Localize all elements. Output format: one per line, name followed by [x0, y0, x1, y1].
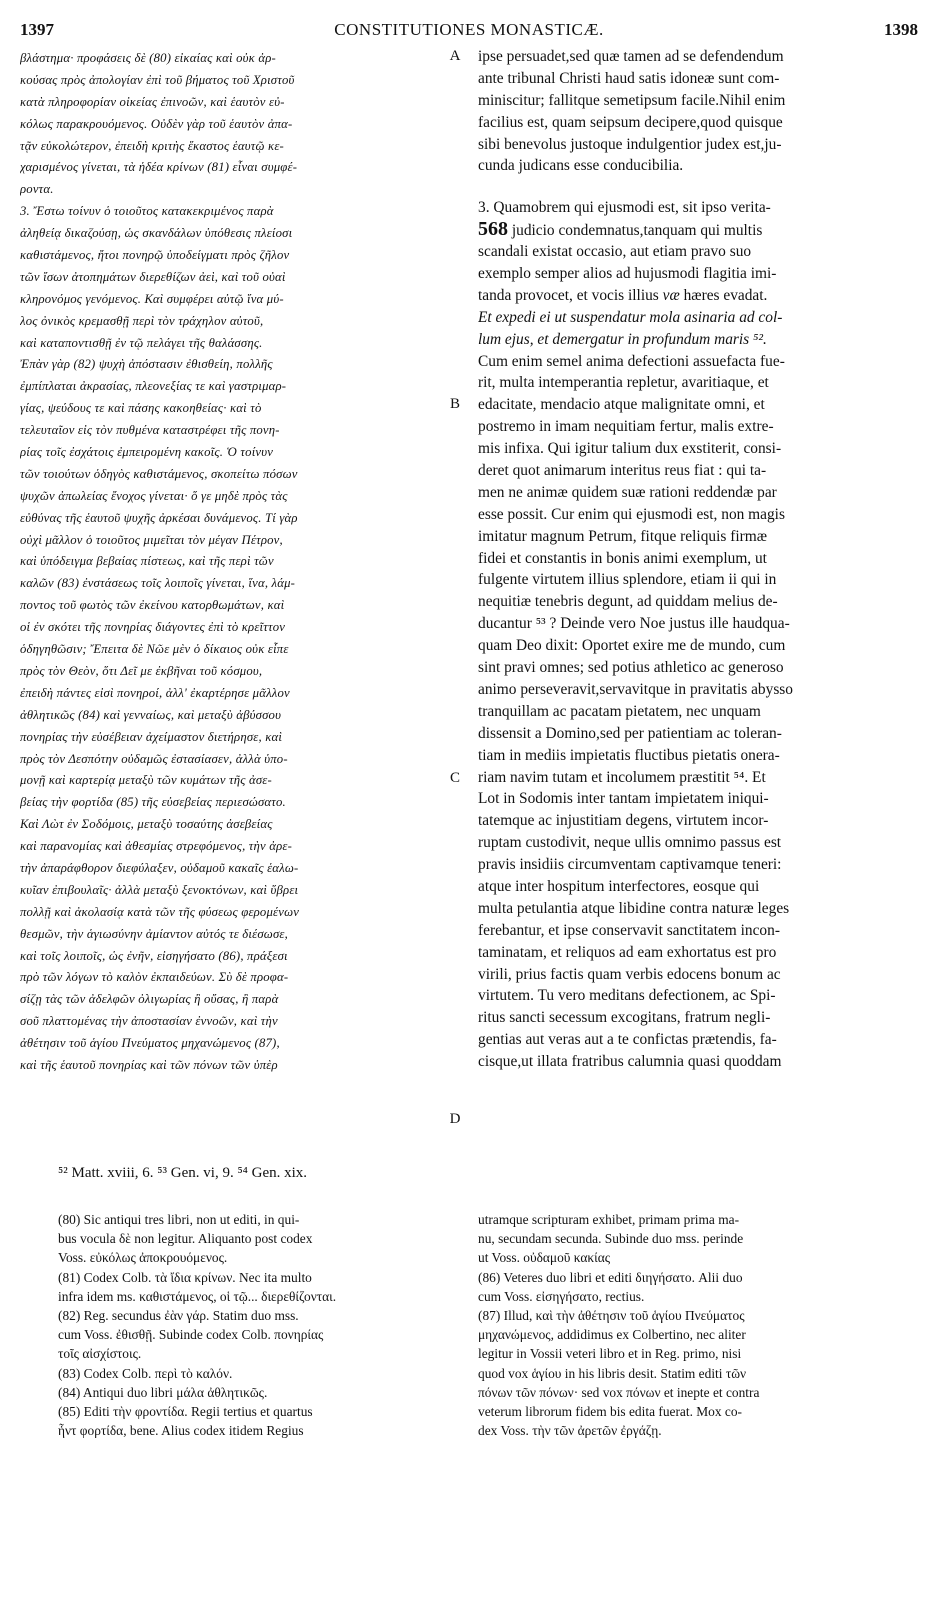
greek-line: χαρισμένος γίνεται, τὰ ἡδέα κρίνων (81) εἶναι συμφέ- — [20, 160, 298, 175]
latin-line: tatemque ac injustitiam degens, virtutem incor- — [478, 812, 769, 830]
latin-line: sint pravi omnes; sed potius athletico ac generoso — [478, 659, 784, 677]
greek-line: κόλως παρακρουόμενος. Οὐδὲν γὰρ τοῦ ἑαυτὸν ἀπα- — [20, 116, 293, 131]
latin-line: facilius est, quam seipsum decipere,quod quisque — [478, 113, 783, 131]
greek-line: ἀθέτησιν τοῦ ἁγίου Πνεύματος μηχανώμενος (87), — [20, 1036, 280, 1051]
footnote-line: τοῖς αἰσχίστοις. — [58, 1346, 142, 1362]
footnote-line: cum Voss. ἐθισθῇ. Subinde codex Colb. πονηρίας — [58, 1327, 324, 1343]
greek-line: καὶ ὑπόδειγμα βεβαίας πίστεως, καὶ τῆς περὶ τῶν — [20, 554, 274, 569]
greek-line: λος ὀνικὸς κρεμασθῇ περὶ τὸν τράχηλον αὐτοῦ, — [20, 313, 264, 328]
paragraph-gap — [478, 177, 920, 197]
latin-italic-word: væ — [662, 286, 680, 304]
footnote-line: (86) Veteres duo libri et editi διηγήσατο. Alii duo — [478, 1269, 743, 1285]
greek-line: καθιστάμενος, ἤτοι πονηρῷ ὑποδείγματι πρὸς ζῆλον — [20, 248, 290, 263]
latin-line: atque inter hospitum interfectores, eosque qui — [478, 877, 760, 895]
footnote-line: (87) Illud, καὶ τὴν ἀθέτησιν τοῦ ἁγίου Πνεύματος — [478, 1307, 745, 1323]
latin-italic-line: Et expedi ei ut suspendatur mola asinaria ad col- — [478, 308, 783, 326]
latin-line: pravis insidiis circumventam captivamque teneri: — [478, 856, 782, 874]
greek-line: θεσμῶν, τὴν ἁγιωσύνην ἀμίαντον αὐτός τε διέσωσε, — [20, 926, 288, 941]
footnote-line: dex Voss. τὴν τῶν ἀρετῶν ἐργάζῃ. — [478, 1423, 662, 1439]
greek-line: ἐμπίπλαται ἀκρασίας, πλεονεξίας τε καὶ γαστριμαρ- — [20, 379, 287, 394]
footnote-line: infra idem ms. καθιστάμενος, οἱ τῷ... διερεθίζονται. — [58, 1288, 337, 1304]
footnote-line: nu, secundam secunda. Subinde duo mss. perinde — [478, 1231, 744, 1247]
margin-marker-d: D — [449, 1111, 461, 1127]
latin-scripture-quote — [478, 307, 920, 351]
greek-line: Ἐπὰν γὰρ (82) ψυχὴ ἀπόστασιν ἐθισθείη, πολλῆς — [20, 357, 273, 372]
latin-line: riam navim tutam et incolumem præstitit ⁵⁴. Et — [478, 768, 766, 786]
latin-line: deret quot animarum interitus reus fiat : qui ta- — [478, 462, 767, 480]
latin-line: 3. Quamobrem qui ejusmodi est, sit ipso verita- — [478, 199, 771, 217]
greek-line: κατὰ πληροφορίαν οἰκείας ἐπινοῶν, καὶ ἑαυτὸν εὐ- — [20, 94, 285, 109]
footnote-line: legitur in Vossii veteri libro et in Reg. primo, nisi — [478, 1346, 742, 1362]
column-number: 568 — [478, 219, 508, 241]
greek-line: βλάστημα· προφάσεις δὲ (80) εἰκαίας καὶ οὐκ ἀρ- — [20, 51, 276, 65]
running-title: CONSTITUTIONES MONASTICÆ. — [334, 20, 604, 39]
greek-line: καὶ τοῖς λοιποῖς, ὡς ἐνῆν, εἰσηγήσατο (86), πράξεσι — [20, 948, 288, 963]
greek-line: καλῶν (83) ἐνστάσεως τοῖς λοιποῖς γίνεται, ἵνα, λάμ- — [20, 576, 296, 591]
page-number-left: 1397 — [20, 20, 54, 39]
latin-line: sibi benevolus justoque indulgentior judex est,ju- — [478, 135, 782, 153]
latin-line: cunda judicans esse conducibilia. — [478, 157, 684, 175]
latin-line — [478, 285, 920, 307]
greek-line: κυῖαν ἐπιβουλαῖς· ἀλλὰ μεταξὺ ξενοκτόνων, καὶ ὕβρει — [20, 882, 299, 897]
greek-line: τὴν ἀπαράφθορον διεφύλαξεν, οὐδαμοῦ κακαῖς ἑαλω- — [20, 860, 299, 875]
latin-line: edacitate, mendacio atque malignitate omni, et — [478, 396, 765, 414]
scripture-references: ⁵² Matt. xviii, 6. ⁵³ Gen. vi, 9. ⁵⁴ Gen. xix. — [58, 1165, 308, 1181]
greek-line: εὐθύνας τῆς ἑαυτοῦ ψυχῆς ἀρκέσαι δυνάμενος. Τί γὰρ — [20, 510, 298, 525]
greek-line: ποντος τοῦ φωτὸς τῶν ἐκείνου κατορθωμάτων, καὶ — [20, 598, 285, 613]
latin-line: taminatam, et reliquos ad eam exhortatus est pro — [478, 943, 777, 961]
footnote-line: utramque scripturam exhibet, primam prima ma- — [478, 1212, 740, 1227]
footnote-line: πόνων τῶν πόνων· sed vox πόνων et inepte et contra — [478, 1384, 760, 1400]
greek-line: πολλῇ καὶ ἀκολασίᾳ κατὰ τῶν τῆς φύσεως φερομένων — [20, 904, 300, 919]
footnote-line: (81) Codex Colb. τὰ ἴδια κρίνων. Nec ita multo — [58, 1269, 312, 1285]
page-header — [20, 20, 918, 46]
greek-line: τῶν τοιούτων ὁδηγὸς καθιστάμενος, σκοπείτω πόσων — [20, 466, 298, 481]
latin-line: ruptam custodivit, neque ullis omnimo passus est — [478, 834, 782, 852]
greek-line: ἀθλητικῶς (84) καὶ γενναίως, καὶ μεταξὺ ἀβύσσου — [20, 707, 282, 722]
greek-line: μονῇ καὶ καρτερίᾳ μεταξὺ τῶν κυμάτων τῆς ἀσε- — [20, 773, 272, 788]
latin-line: nequitiæ tenebris degunt, ad quiddam melius de- — [478, 593, 778, 611]
greek-line: κούσας πρὸς ἀπολογίαν ἐπὶ τοῦ βήματος τοῦ Χριστοῦ — [20, 72, 295, 87]
greek-line: σίζῃ τὰς τῶν ἀδελφῶν ὀλιγωρίας ἢ οὔσας, ἢ παρὰ — [20, 992, 279, 1007]
greek-text-column — [20, 48, 438, 1077]
greek-line: πρὸς τὸν Δεσπότην οὐδαμῶς ἐστασίασεν, ἀλλὰ ὑπο- — [20, 751, 288, 766]
latin-line: multa petulantia atque libidine contra naturæ leges — [478, 899, 790, 917]
margin-marker-c: C — [449, 770, 460, 786]
latin-line: miniscitur; fallitque semetipsum facile.Nihil enim — [478, 91, 786, 109]
latin-line: exemplo semper alios ad hujusmodi flagitia imi- — [478, 265, 777, 283]
margin-marker-a: A — [449, 48, 461, 64]
greek-line: τᾷν εὐκολώτερον, ἐπειδὴ κριτὴς ἕκαστος ἑαυτῷ κε- — [20, 138, 284, 153]
latin-line: scandali existat occasio, aut etiam pravo suo — [478, 243, 752, 261]
latin-line: gentias aut veras aut a te confictas prætendis, fa- — [478, 1031, 777, 1049]
greek-line: σοῦ πλαττομένας τὴν ἀποστασίαν ἐννοῶν, καὶ τὴν — [20, 1014, 278, 1029]
margin-marker-b: B — [449, 396, 460, 412]
latin-line: esse possit. Cur enim qui ejusmodi est, non magis — [478, 505, 785, 523]
latin-line: ipse persuadet,sed quæ tamen ad se defendendum — [478, 48, 784, 65]
latin-line: ritus sancti secessum excogitans, fratrum negli- — [478, 1009, 771, 1027]
latin-line: Cum enim semel anima defectioni assuefacta fue- — [478, 352, 785, 370]
footnote-line: (80) Sic antiqui tres libri, non ut editi, in qui- — [58, 1212, 300, 1227]
greek-line: πονηρίας τὴν εὐσέβειαν ἀχείμαστον διετήρησε, καὶ — [20, 729, 283, 744]
greek-line: οὐχὶ μᾶλλον ὁ τοιοῦτος μιμεῖται τὸν μέγαν Πέτρον, — [20, 532, 283, 547]
greek-line: ἐπειδὴ πάντες εἰσὶ πονηροί, ἀλλ' ἐκαρτέρησε μᾶλλον — [20, 685, 290, 700]
latin-line: virili, prius factis quam verbis edocens bonum ac — [478, 965, 781, 983]
footnote-line: (82) Reg. secundus ἐὰν γάρ. Statim duo mss. — [58, 1307, 299, 1323]
latin-line: quam Deo dixit: Oportet exire me de mundo, cum — [478, 637, 786, 655]
greek-line: κληρονόμος γενόμενος. Καὶ συμφέρει αὐτῷ ἵνα μύ- — [20, 291, 284, 306]
greek-line: ὁδηγηθῶσιν; Ἔπειτα δὲ Νῶε μὲν ὁ δίκαιος οὐκ εἶπε — [20, 642, 289, 657]
greek-line: γίας, ψεύδους τε καὶ πάσης κακοηθείας· καὶ τὸ — [20, 401, 262, 416]
latin-line: ducantur ⁵³ ? Deinde vero Noe justus ille haudqua- — [478, 615, 790, 633]
greek-line: ροντα. — [20, 182, 54, 197]
latin-line: fulgente virtutem illius splendore, etiam ii qui in — [478, 571, 777, 589]
greek-line: ψυχῶν ἀπωλείας ἔνοχος γίνεται· ὅ γε μηδὲ πρὸς τὰς — [20, 488, 288, 503]
footnote-line: (83) Codex Colb. περὶ τὸ καλόν. — [58, 1365, 233, 1381]
footnote-line: bus vocula δὲ non legitur. Aliquanto post codex — [58, 1231, 313, 1247]
latin-line: fidei et constantis in bonis animi exemplum, ut — [478, 549, 767, 567]
greek-line: τελευταῖον εἰς τὸν πυθμένα καταστρέφει τῆς πονη- — [20, 423, 280, 438]
latin-line: tranquillam ac pacatam pietatem, nec unquam — [478, 702, 761, 720]
footnote-line: (84) Antiqui duo libri μάλα ἀθλητικῶς. — [58, 1384, 268, 1400]
greek-line: καὶ καταποντισθῇ ἐν τῷ πελάγει τῆς θαλάσσης. — [20, 335, 263, 350]
latin-line: mis infixa. Qui igitur talium dux exstiterit, consi- — [478, 440, 782, 458]
latin-line-text: tanda provocet, et vocis illius — [478, 286, 663, 304]
latin-line: rit, multa intemperantia repletur, avaritiaque, et — [478, 374, 769, 392]
latin-line: ferebantur, et ipse conservavit sanctitatem incon- — [478, 921, 780, 939]
latin-paragraph-2b — [478, 351, 920, 1073]
latin-line: cisque,ut illata fratribus calumnia quasi quoddam — [478, 1053, 782, 1071]
greek-line: ρίας τοῖς ἐσχάτοις ἐμπειρομένη κακοῖς. Ὁ τοίνυν — [20, 445, 274, 460]
footnotes-right — [478, 1210, 920, 1440]
latin-line-text: judicio condemnatus,tanquam qui multis — [508, 222, 763, 240]
footnote-line: veterum librorum fidem bis edita fuerat. Mox co- — [478, 1403, 743, 1419]
latin-line: men ne animæ quidem suæ rationi reddendæ par — [478, 483, 777, 501]
latin-line: imitatur magnum Petrum, fitque reliquis firmæ — [478, 527, 767, 545]
latin-paragraph-1 — [478, 46, 920, 177]
footnote-line: ut Voss. οὐδαμοῦ κακίας — [478, 1250, 611, 1266]
latin-text-column — [478, 46, 920, 1073]
page-number-right: 1398 — [884, 20, 918, 39]
latin-line: Lot in Sodomis inter tantam impietatem iniqui- — [478, 790, 769, 808]
greek-line: 3. Ἔστω τοίνυν ὁ τοιοῦτος κατακεκριμένος παρὰ — [20, 204, 274, 219]
greek-line: καὶ παρανομίας καὶ ἀθεσμίας στρεφόμενος, τὴν ἀρε- — [20, 839, 293, 854]
latin-line: postremo in imam nequitiam fertur, malis extre- — [478, 418, 774, 436]
greek-line: Καὶ Λὼτ ἐν Σοδόμοις, μεταξὺ τοσαύτης ἀσεβείας — [20, 817, 273, 832]
latin-line: ante tribunal Christi haud satis idoneæ sunt com- — [478, 69, 780, 87]
greek-line: τῶν ἴσων ἀτοπημάτων διερεθίζων ἀεὶ, καὶ τοῦ οὐαὶ — [20, 269, 286, 284]
footnote-line: quod vox ἁγίου in his libris desit. Statim editi τῶν — [478, 1365, 747, 1381]
latin-line: virtutem. Tu vero meditans defectionem, ac Spi- — [478, 987, 776, 1005]
footnote-line: (85) Editi τὴν φροντίδα. Regii tertius et quartus — [58, 1403, 313, 1419]
footnote-line: cum Voss. εἰσηγήσατο, rectius. — [478, 1288, 645, 1304]
greek-line: πρὸ τῶν λόγων τὸ καλὸν ἐκπαιδεύων. Σὺ δὲ προφα- — [20, 970, 289, 985]
footnote-line: ἦντ φορτίδα, bene. Alius codex itidem Regius — [58, 1423, 304, 1439]
footnote-line: μηχανώμενος, addidimus ex Colbertino, nec aliter — [478, 1327, 746, 1343]
greek-line: καὶ τῆς ἑαυτοῦ πονηρίας καὶ τῶν πόνων τῶν ὑπὲρ — [20, 1057, 278, 1072]
latin-line: dissensit a Domino,sed per patientiam ac toleran- — [478, 724, 782, 742]
latin-line: animo perseveravit,servavitque in pravitatis abysso — [478, 680, 793, 698]
latin-line — [478, 219, 920, 241]
greek-line: πρὸς τὸν Θεὸν, ὅτι Δεῖ με ἐκβῆναι τοῦ κόσμου, — [20, 663, 263, 678]
footnotes-left — [58, 1210, 468, 1440]
greek-line: οἱ ἐν σκότει τῆς πονηρίας διάγοντες ἐπὶ τὸ κρεῖττον — [20, 620, 286, 635]
greek-line: ἀληθείᾳ δικαζούσῃ, ὡς σκανδάλων ὑπόθεσις πλείοσι — [20, 226, 293, 241]
latin-paragraph-2a — [478, 241, 920, 285]
latin-italic-line: lum ejus, et demergatur in profundum maris ⁵². — [478, 330, 767, 348]
greek-line: βείας τὴν φορτίδα (85) τῆς εὐσεβείας περιεσώσατο. — [20, 795, 286, 810]
latin-line-text: hæres evadat. — [679, 286, 768, 304]
footnote-line: Voss. εὐκόλως ἀποκρουόμενος. — [58, 1250, 228, 1266]
latin-line: tiam in mediis impietatis fluctibus pietatis onera- — [478, 746, 780, 764]
